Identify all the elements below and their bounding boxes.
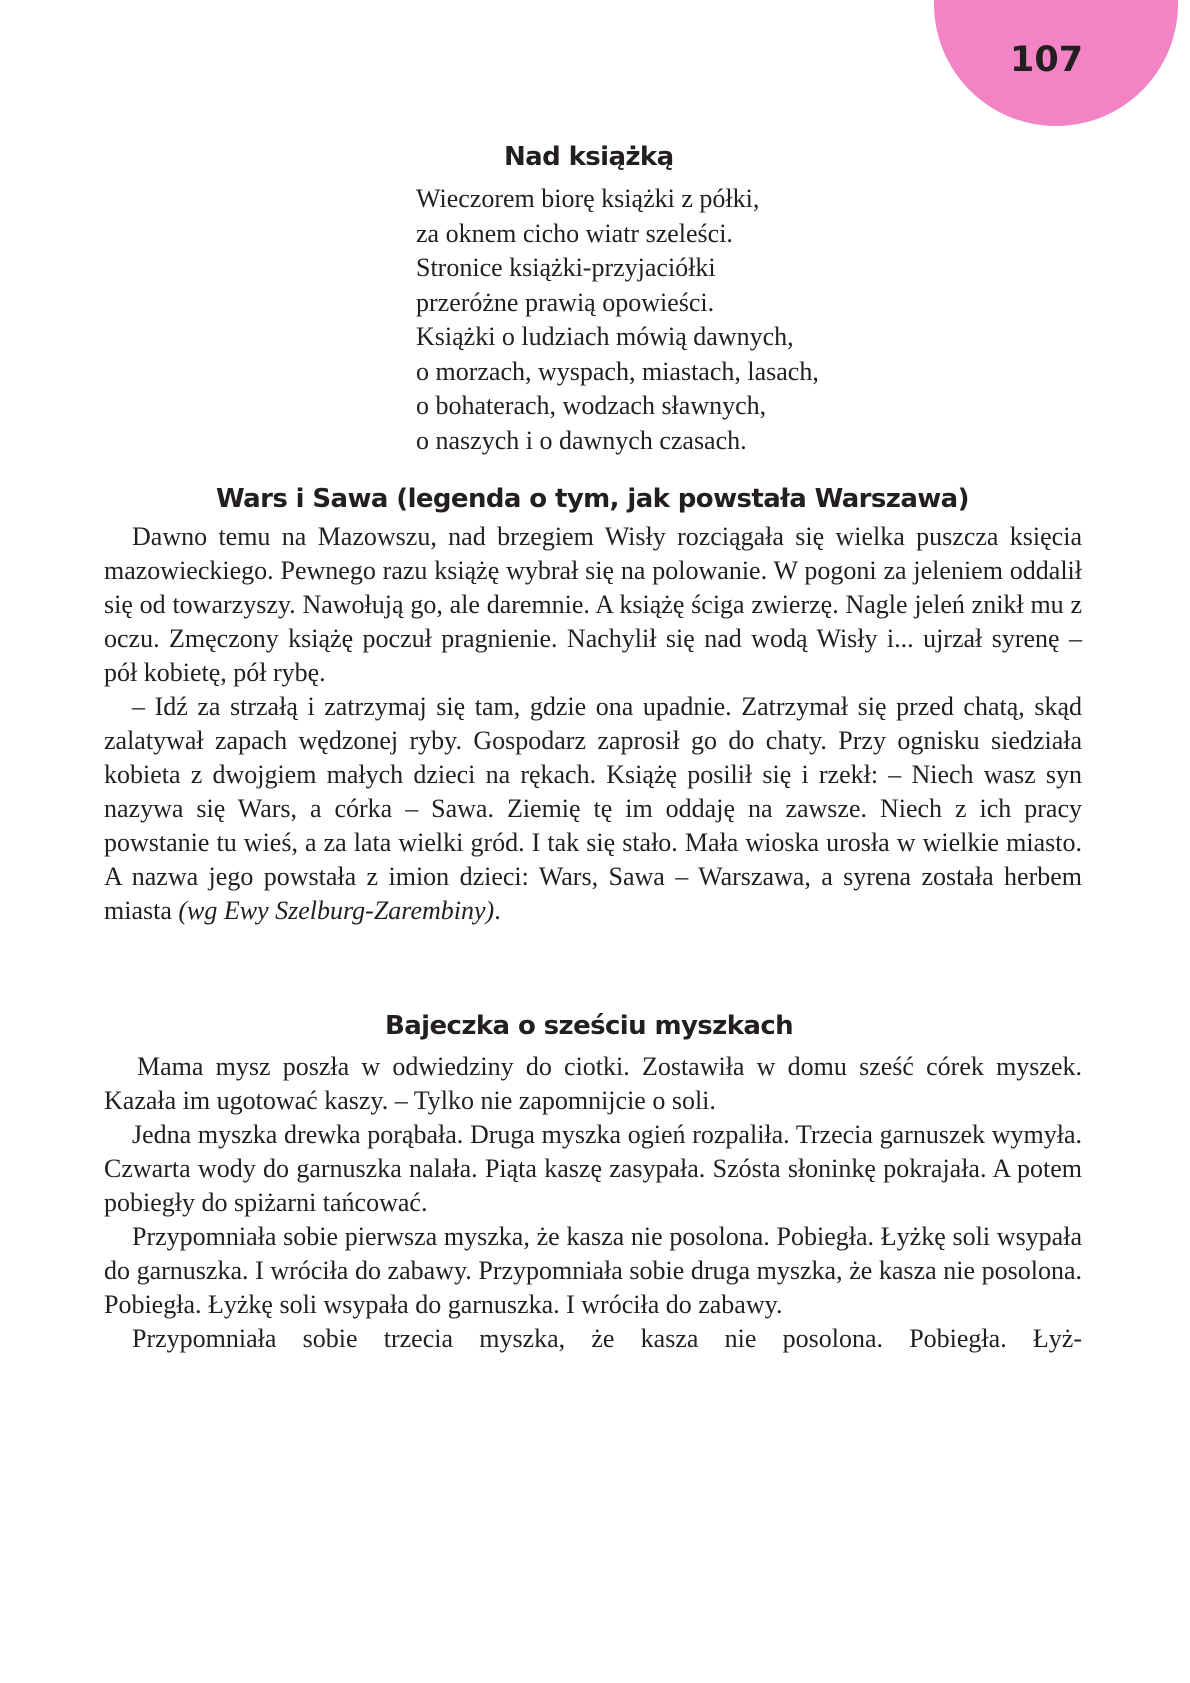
fable-paragraph: Przypomniała sobie trzecia myszka, że kasza nie posolona. Pobiegła. Łyż- [132,1324,1082,1353]
legend-source: (wg Ewy Szelburg-Zarembiny) [178,896,495,925]
poem-line: Stronice książki-przyjaciółki [416,253,716,282]
poem-line: Książki o ludziach mówią dawnych, [416,322,794,351]
poem-line: przeróżne prawią opowieści. [416,287,715,317]
poem-title: Nad książką [504,142,674,172]
fable-paragraph: Jedna myszka drewka porąbała. Druga myszka ogień rozpaliła. Trzecia garnuszek wymyła. Czwarta wody do garnuszka nalała. Piąta kaszę zasypała. Szósta słoninkę pokrajała. A potem pobiegły do spiżarni tańcować. [104,1120,1082,1217]
poem-line: za oknem cicho wiatr szeleści. [416,218,733,248]
poem-line: Wieczorem biorę książki z półki, [416,184,760,213]
legend-text [104,520,1082,928]
legend-title: Wars i Sawa (legenda o tym, jak powstała Warszawa) [216,484,969,514]
fable-paragraph: Przypomniała sobie pierwsza myszka, że kasza nie posolona. Pobiegła. Łyżkę soli wsypała do garnuszka. I wróciła do zabawy. Przypomniała sobie druga myszka, że kasza nie posolona. Pobiegła. Łyżkę soli wsypała do garnuszka. I wróciła do zabawy. [104,1222,1082,1319]
fable-text [104,1050,1082,1356]
page-number: 107 [1010,40,1084,80]
fable-paragraph: Mama mysz poszła w odwiedziny do ciotki. Zostawiła w domu sześć córek myszek. Kazała im ugotować kaszy. – Tylko nie zapomnijcie o soli. [104,1052,1082,1115]
legend-paragraph: Dawno temu na Mazowszu, nad brzegiem Wisły rozciągała się wielka puszcza księcia mazowieckiego. Pewnego razu książę wybrał się na polowanie. W pogoni za jeleniem oddalił się od towarzyszy. Nawołują go, ale daremnie. A książę ściga zwierzę. Nagle jeleń znikł mu z oczu. Zmęczony książę poczuł pragnienie. Nachylił się nad wodą Wisły i... ujrzał syrenę – pół kobietę, pół rybę. [104,522,1082,687]
poem-line: o morzach, wyspach, miastach, lasach, [416,356,819,386]
legend-final-period: . [494,896,501,925]
poem [416,182,819,458]
legend-paragraph-text: – Idź za strzałą i zatrzymaj się tam, gdzie ona upadnie. Zatrzymał się przed chatą, skąd zalatywał zapach wędzonej ryby. Gospodarz zaprosił go do chaty. Przy ognisku siedziała kobieta z dwojgiem małych dzieci na rękach. Książę posilił się i rzekł: – Niech wasz syn nazywa się Wars, a córka – Sawa. Ziemię tę im oddaję na zawsze. Niech z ich pracy powstanie tu wieś, a za lata wielki gród. I tak się stało. Mała wioska urosła w wielkie miasto. A nazwa jego powstała z imion dzieci: Wars, Sawa – Warszawa, a syrena została herbem miasta [104,692,1082,925]
fable-title: Bajeczka o sześciu myszkach [385,1011,794,1041]
poem-line: o naszych i o dawnych czasach. [416,425,747,455]
poem-line: o bohaterach, wodzach sławnych, [416,391,767,420]
legend-paragraph [104,690,1082,928]
